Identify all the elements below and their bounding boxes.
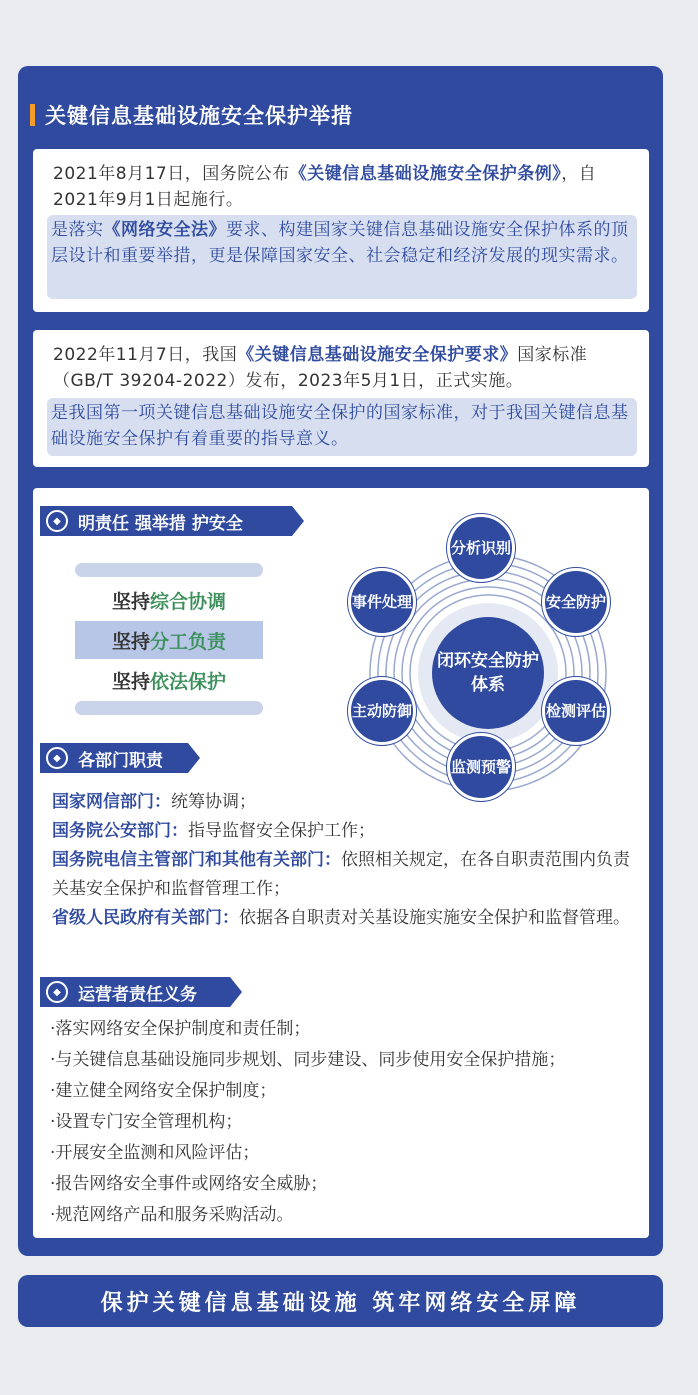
section-departments	[40, 743, 188, 773]
obligation-item: ·开展安全监测和风险评估；	[50, 1143, 260, 1163]
regulation-name: 《关键信息基础设施安全保护条例》	[289, 164, 562, 184]
regulation-highlight	[47, 215, 637, 299]
principles-list	[75, 563, 263, 715]
duty-item: 省级人民政府有关部门：依据各自职责对关基设施实施安全保护和监督管理。	[52, 908, 630, 928]
obligation-item: ·建立健全网络安全保护制度；	[50, 1081, 277, 1101]
title-accent-bar	[30, 104, 35, 126]
section-operators	[40, 977, 230, 1007]
shield-icon: ◆	[46, 510, 68, 532]
shield-icon: ◆	[46, 981, 68, 1003]
regulation-date-text: 2021年8月17日，国务院公布	[53, 164, 290, 184]
regulation-card	[33, 149, 649, 312]
cycle-center: 闭环安全防护体系	[432, 617, 544, 729]
highlight-pre: 是落实	[51, 220, 104, 240]
obligation-item: ·设置专门安全管理机构；	[50, 1112, 243, 1132]
regulation-intro	[53, 161, 633, 213]
obligation-item: ·落实网络安全保护制度和责任制；	[50, 1019, 311, 1039]
list-bottom-cap	[75, 701, 263, 715]
standard-name: 《关键信息基础设施安全保护要求》	[237, 345, 518, 365]
cycle-node: 主动防御	[348, 677, 416, 745]
section-departments-title: 各部门职责	[78, 750, 163, 771]
standard-effective-text: 国家标准（GB/T 39204-2022）发布，2023年5月1日，正式实施。	[53, 345, 588, 391]
duty-item: 国务院电信主管部门和其他有关部门：依照相关规定，在各自职责范围内负责关基安全保护和监督管理工作；	[52, 850, 630, 899]
standard-intro	[53, 342, 633, 394]
principle-item: 坚持 依法保护	[111, 670, 227, 693]
cycle-node: 安全防护	[542, 568, 610, 636]
standard-highlight-text: 是我国第一项关键信息基础设施安全保护的国家标准，对于我国关键信息基础设施安全保护有着重要的指导意义。	[51, 403, 629, 449]
duty-item: 国务院公安部门：指导监督安全保护工作；	[52, 821, 375, 841]
cycle-node: 检测评估	[542, 677, 610, 745]
obligation-item: ·规范网络产品和服务采购活动。	[50, 1205, 294, 1225]
page-title	[30, 100, 353, 130]
section-responsibility	[40, 506, 292, 536]
standard-card	[33, 330, 649, 467]
page-title-text: 关键信息基础设施安全保护举措	[45, 104, 353, 128]
section-operators-title: 运营者责任义务	[78, 984, 197, 1005]
regulation-effective-text: ，自2021年9月1日起施行。	[53, 164, 597, 210]
cycle-node: 监测预警	[447, 733, 515, 801]
standard-date-text: 2022年11月7日，我国	[53, 345, 238, 365]
principle-item: 坚持 综合协调	[111, 590, 227, 613]
law-name: 《网络安全法》	[103, 220, 226, 240]
obligation-item: ·报告网络安全事件或网络安全威胁；	[50, 1174, 328, 1194]
list-top-cap	[75, 563, 263, 577]
shield-icon: ◆	[46, 747, 68, 769]
highlight-post: 要求、构建国家关键信息基础设施安全保护体系的顶层设计和重要举措，更是保障国家安全、社会稳定和经济发展的现实需求。	[51, 220, 629, 266]
section-responsibility-title: 明责任 强举措 护安全	[78, 513, 243, 534]
standard-highlight	[47, 398, 637, 456]
footer-banner: 保护关键信息基础设施 筑牢网络安全屏障	[18, 1275, 663, 1327]
cycle-node: 事件处理	[348, 568, 416, 636]
cycle-node: 分析识别	[447, 514, 515, 582]
obligation-item: ·与关键信息基础设施同步规划、同步建设、同步使用安全保护措施；	[50, 1050, 566, 1070]
duty-item: 国家网信部门：统筹协调；	[52, 792, 256, 812]
principle-item: 坚持 分工负责	[75, 621, 263, 659]
